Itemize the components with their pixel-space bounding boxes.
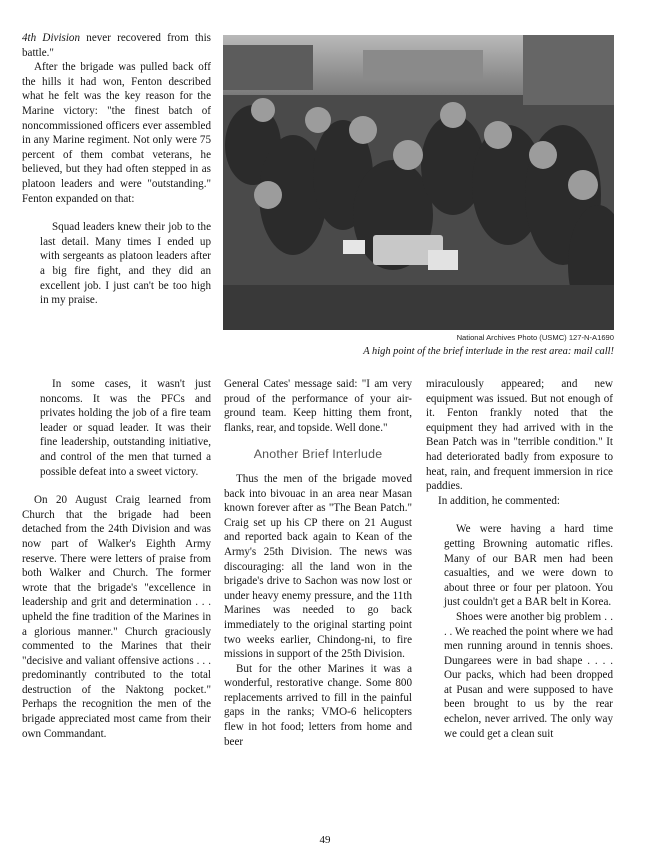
paragraph bbox=[22, 31, 211, 60]
paragraph: But for the other Marines it was a wonderful, restorative change. Some 800 replacements arrived to fill in the painful gaps in the ranks; VMO-6 helicopters flew in hot food; letters from home and beer bbox=[224, 662, 412, 748]
photo-image bbox=[223, 35, 614, 330]
photo-credit: National Archives Photo (USMC) 127-N-A1690 bbox=[456, 333, 614, 342]
paragraph: In addition, he commented: bbox=[438, 494, 560, 507]
quote-paragraph: We were having a hard time getting Browning automatic rifles. Many of our BAR men had been casualties, and we were down to about three or four per platoon. You just couldn't get a BAR belt in Korea. bbox=[444, 523, 613, 609]
photo-caption: A high point of the brief interlude in the rest area: mail call! bbox=[363, 346, 614, 357]
quote-paragraph: In some cases, it wasn't just noncoms. It was the PFCs and privates holding the job of a fire team leader or squad leader. It was their fine leadership, outstanding initiative, and control of the men that turned a possible defeat into a sweet victory. bbox=[40, 378, 211, 478]
column-3 bbox=[426, 377, 613, 741]
mail-call-photo bbox=[223, 35, 614, 330]
page-number: 49 bbox=[319, 834, 331, 846]
column-2 bbox=[224, 377, 412, 749]
section-heading: Another Brief Interlude bbox=[253, 447, 383, 462]
column-1-lower bbox=[22, 377, 211, 741]
paragraph: miraculously appeared; and new equipment was issued. But not enough of it. Fenton frankly noted that the equipment they had arrived with in the Bean Patch was in "terrible condition." It had deteriorated badly from exposure to heat, rain, and frequent immersion in rice paddies. bbox=[426, 378, 613, 493]
quote-paragraph: Squad leaders knew their job to the last detail. Many times I ended up with sergeants as platoon leaders after a big fire fight, and they did an excellent job. I just can't be too high in my praise. bbox=[40, 221, 211, 307]
paragraph: General Cates' message said: "I am very proud of the performance of your air-ground team. Keep hitting them front, flanks, rear, and topside. Well done." bbox=[224, 378, 412, 434]
column-1-upper bbox=[22, 31, 211, 308]
block-quote bbox=[444, 522, 613, 741]
paragraph: After the brigade was pulled back off the hills it had won, Fenton described what he felt was the key reason for the Marine victory: "the finest batch of noncommissioned officers ever assembled in any Marine regiment. Not only were 75 percent of them combat veterans, he believed, but they had often stepped in as platoon leaders and were "outstanding." Fenton expanded on that: bbox=[22, 61, 211, 205]
unit-name: 4th Division bbox=[22, 32, 81, 44]
block-quote bbox=[40, 220, 211, 308]
paragraph: Thus the men of the brigade moved back into bivouac in an area near Masan known forever after as "The Bean Patch." Craig set up his CP there on 21 August and reported back again to Kean of the Army's 25th Division. The news was discouraging: all the land won in the brigade's drive to Sachon was now lost or under heavy enemy pressure, and the 11th Marines was needed to go back immediately to the original starting point two weeks earlier, Chindong-ni, to fire missions in support of the 25th Division. bbox=[224, 472, 412, 661]
paragraph-text: never recovered from this battle." bbox=[22, 32, 211, 59]
paragraph: On 20 August Craig learned from Church that the brigade had been detached from the 24th Division and was now part of Walker's Eighth Army reserve. There were letters of praise from both Walker and Church. The former wrote that the brigade's "excellence in leadership and grit and determination . . . upheld the fine tradition of the Marines in a glorious manner." Church graciously commented to the Marines that their "decisive and valiant offensive actions . . . predominantly contributed to the total destruction of the Naktong pocket." Perhaps the recognition the men of the brigade appreciated most came from their own Commandant. bbox=[22, 494, 211, 740]
quote-paragraph: Shoes were another big problem . . . . We reached the point where we had men running around in tennis shoes. Dungarees were in bad shape . . . . Our packs, which had been dropped at Pusan and were supposed to have been brought to us by the rear echelon, never arrived. The only way we could get a clean suit bbox=[444, 610, 613, 740]
block-quote bbox=[40, 377, 211, 479]
